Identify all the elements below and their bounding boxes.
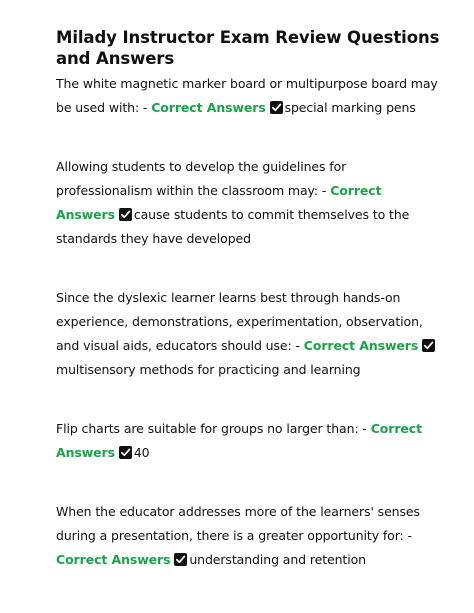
qa-item-1 — [56, 72, 444, 120]
correct-answers-label: Correct Answers — [151, 100, 266, 115]
question-text: Flip charts are suitable for groups no larger than: - — [56, 421, 371, 436]
check-box-icon — [119, 208, 132, 221]
check-box-icon — [270, 101, 283, 114]
document-title: Milady Instructor Exam Review Questions and Answers — [56, 28, 440, 68]
correct-answers-label: Correct Answers — [56, 552, 171, 567]
question-text: The white magnetic marker board or multipurpose board may be used with: - — [56, 76, 438, 115]
qa-item-2 — [56, 155, 444, 251]
correct-answers-label: Correct Answers — [56, 421, 422, 460]
question-text: Allowing students to develop the guidelines for professionalism within the classroom may: - — [56, 159, 347, 198]
answer-text: 40 — [133, 445, 150, 460]
answer-text: special marking pens — [284, 100, 416, 115]
qa-list — [56, 72, 444, 572]
qa-item-4 — [56, 417, 444, 465]
question-text: Since the dyslexic learner learns best through hands-on experience, demonstrations, experimentation, observation, and visual aids, educators should use: - — [56, 290, 423, 353]
correct-answers-label: Correct Answers — [56, 183, 382, 222]
qa-item-3 — [56, 286, 444, 382]
check-box-icon — [174, 553, 187, 566]
answer-text: understanding and retention — [189, 552, 366, 567]
check-box-icon — [119, 446, 132, 459]
qa-item-5 — [56, 500, 444, 572]
answer-text: cause students to commit themselves to the standards they have developed — [56, 207, 410, 246]
check-box-icon — [422, 339, 435, 352]
answer-text: multisensory methods for practicing and learning — [56, 362, 361, 377]
correct-answers-label: Correct Answers — [303, 338, 419, 353]
question-text: When the educator addresses more of the learners' senses during a presentation, there is a greater opportunity for: - — [56, 504, 420, 543]
